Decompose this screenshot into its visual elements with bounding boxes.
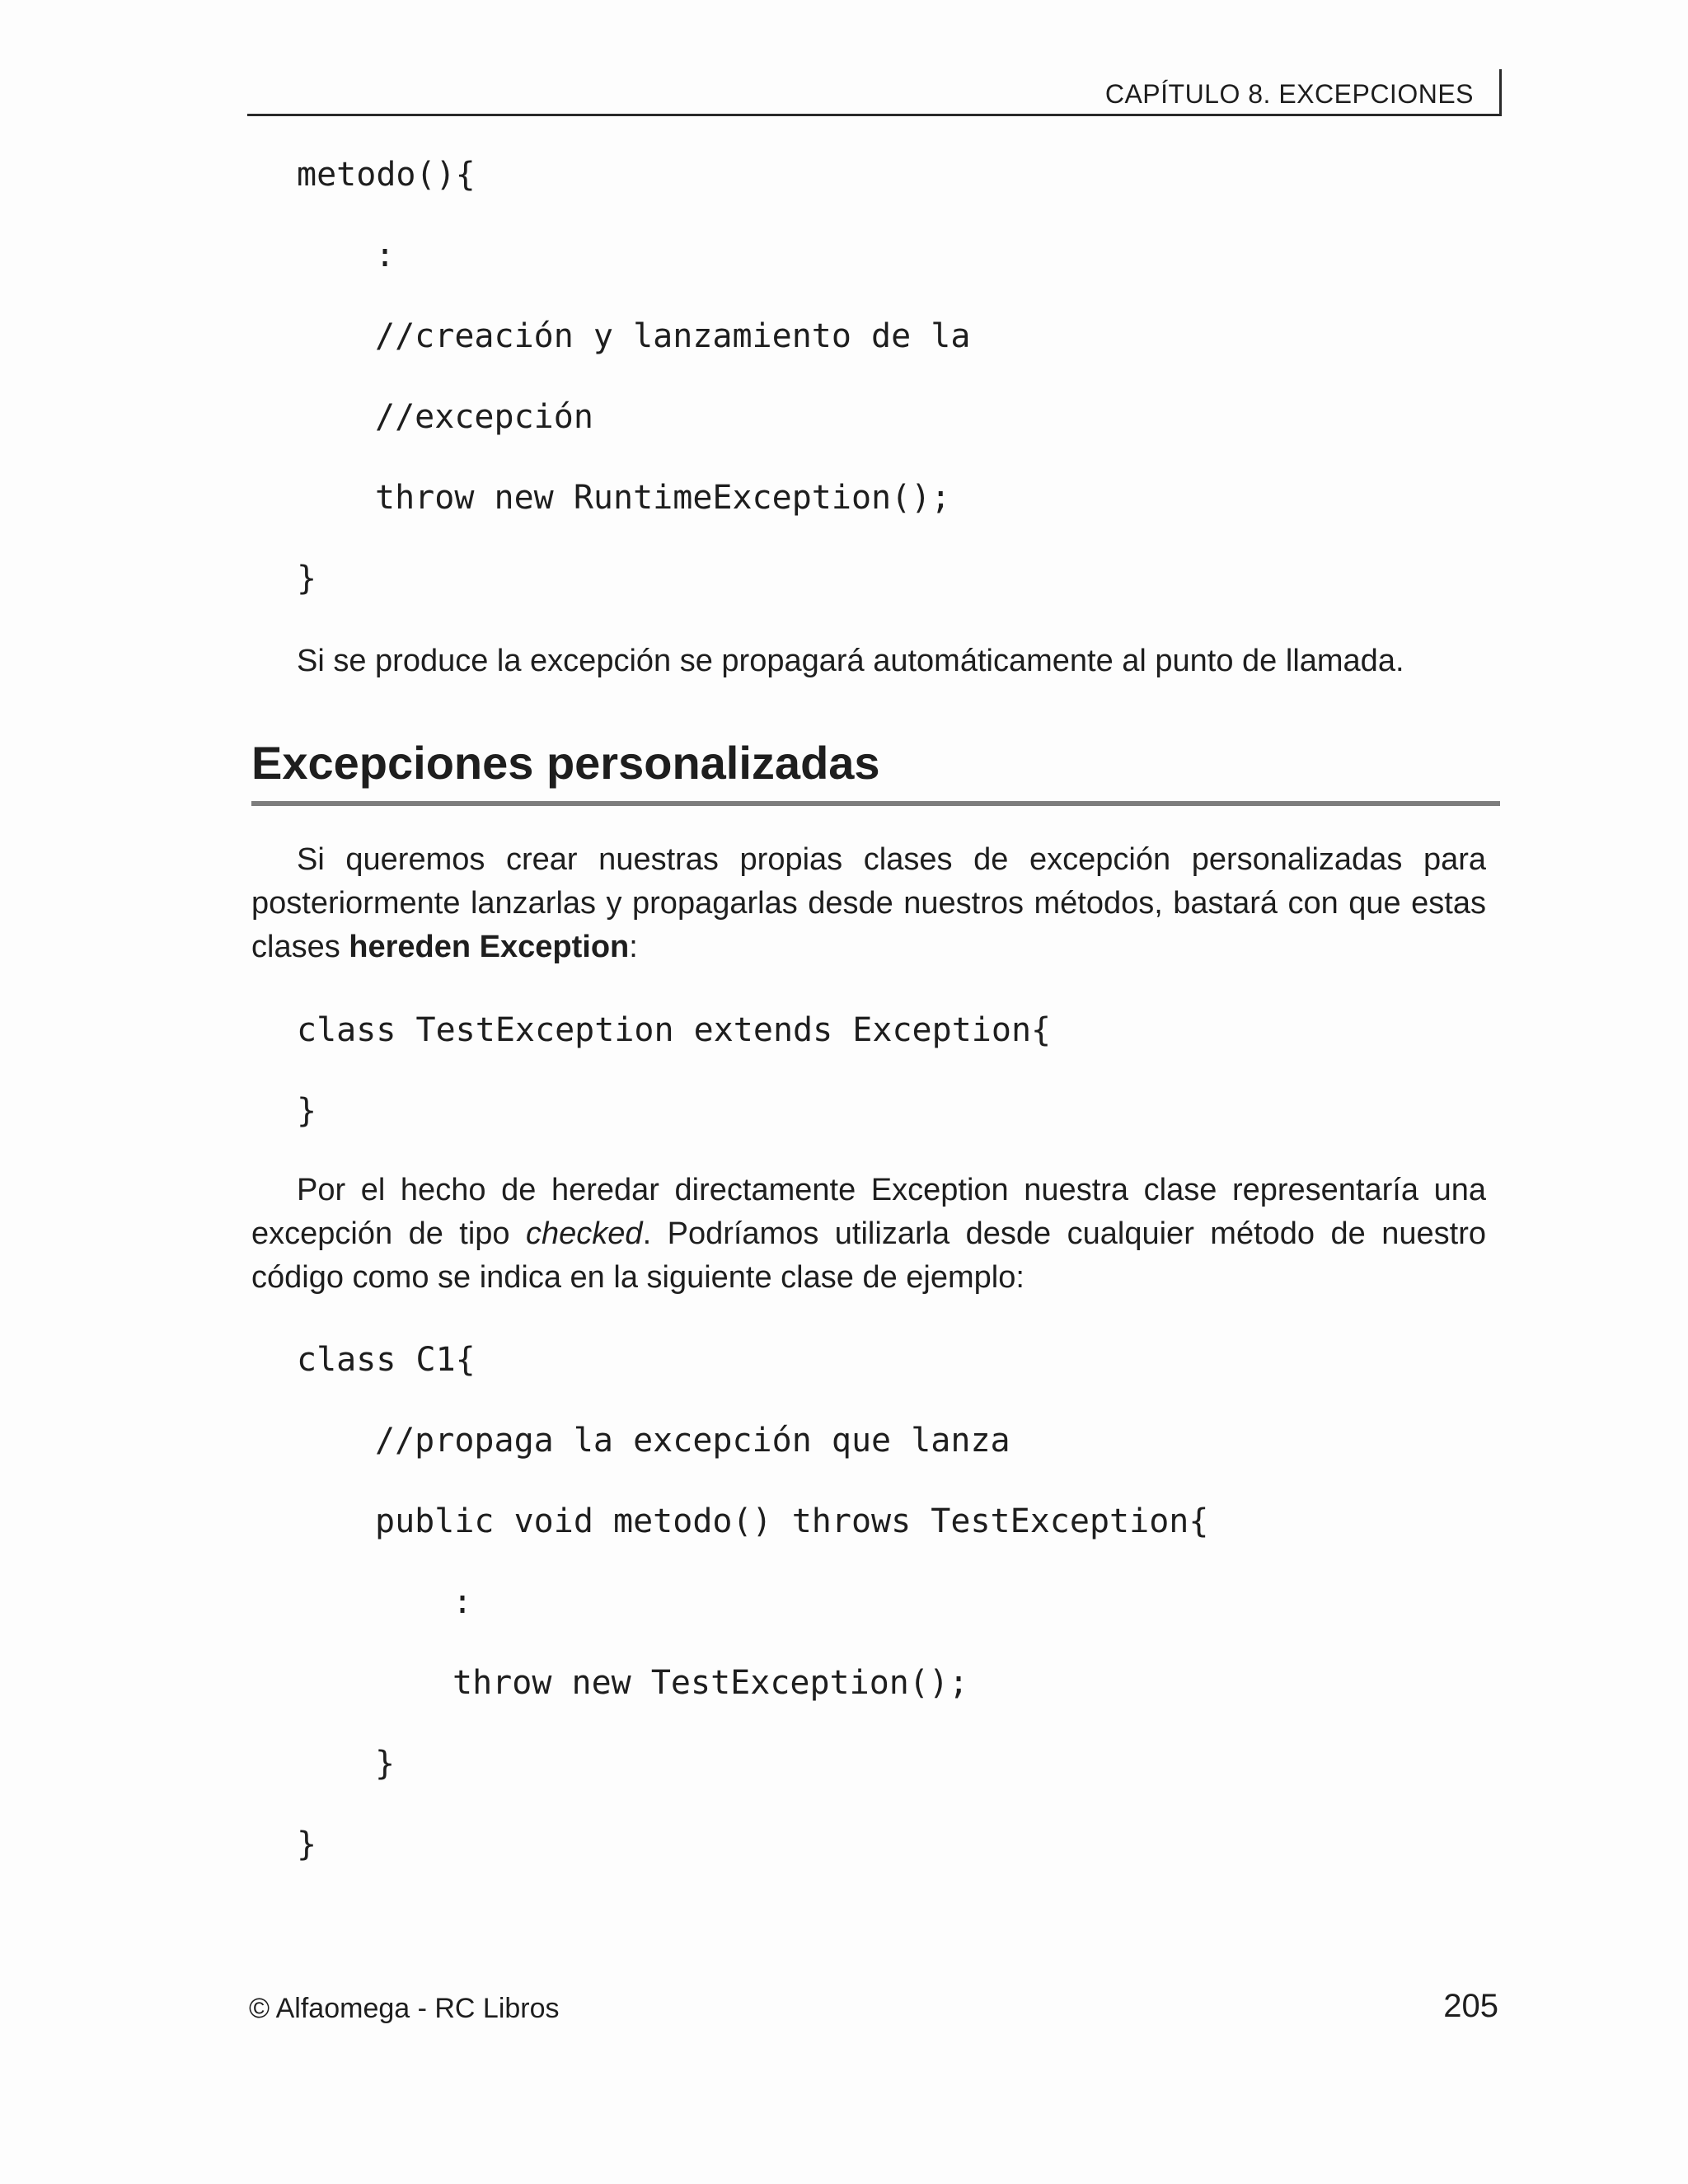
code-line: : [452, 1583, 473, 1621]
running-header [247, 69, 1502, 116]
paragraph-text: . Podríamos utilizarla desde cualquier método de nuestro código como se indica en la siguiente clase de ejemplo: [251, 1216, 1486, 1295]
code-line: throw new TestException(); [452, 1664, 969, 1702]
section-heading [251, 733, 1500, 806]
footer-copyright: © Alfaomega - RC Libros [249, 1993, 560, 2024]
page-number: 205 [1443, 1988, 1498, 2024]
body-paragraph: Si se produce la excepción se propagará automáticamente al punto de llamada. [297, 644, 1404, 678]
code-line: throw new RuntimeException(); [375, 479, 951, 517]
code-line: : [375, 237, 396, 274]
section-title: Excepciones personalizadas [251, 737, 880, 789]
code-line: } [375, 1745, 396, 1783]
code-line: class TestException extends Exception{ [297, 1011, 1052, 1049]
paragraph-text: Por el hecho de heredar directamente Exception nuestra clase representaría una excepción de tipo [251, 1173, 1486, 1251]
code-comment: //propaga la excepción que lanza [375, 1422, 1010, 1460]
italic-text: checked [526, 1216, 643, 1251]
bold-text: hereden Exception [349, 930, 630, 964]
code-line: class C1{ [297, 1341, 476, 1379]
code-line: public void metodo() throws TestException{ [375, 1502, 1209, 1540]
body-paragraph [251, 838, 1486, 969]
code-comment: //creación y lanzamiento de la [375, 317, 971, 355]
paragraph-text: : [629, 930, 638, 964]
paragraph-text: Si queremos crear nuestras propias clases de excepción personalizadas para posteriormente lanzarlas y propagarlas desde nuestros métodos, bastará con que estas clases [251, 842, 1486, 964]
header-rule-tick [1499, 69, 1502, 114]
code-line: } [297, 560, 317, 598]
body-paragraph [251, 1169, 1486, 1300]
code-line: } [297, 1092, 317, 1130]
code-line: metodo(){ [297, 156, 476, 194]
code-line: } [297, 1825, 317, 1863]
chapter-title: CAPÍTULO 8. EXCEPCIONES [1104, 79, 1474, 109]
code-comment: //excepción [375, 398, 593, 436]
